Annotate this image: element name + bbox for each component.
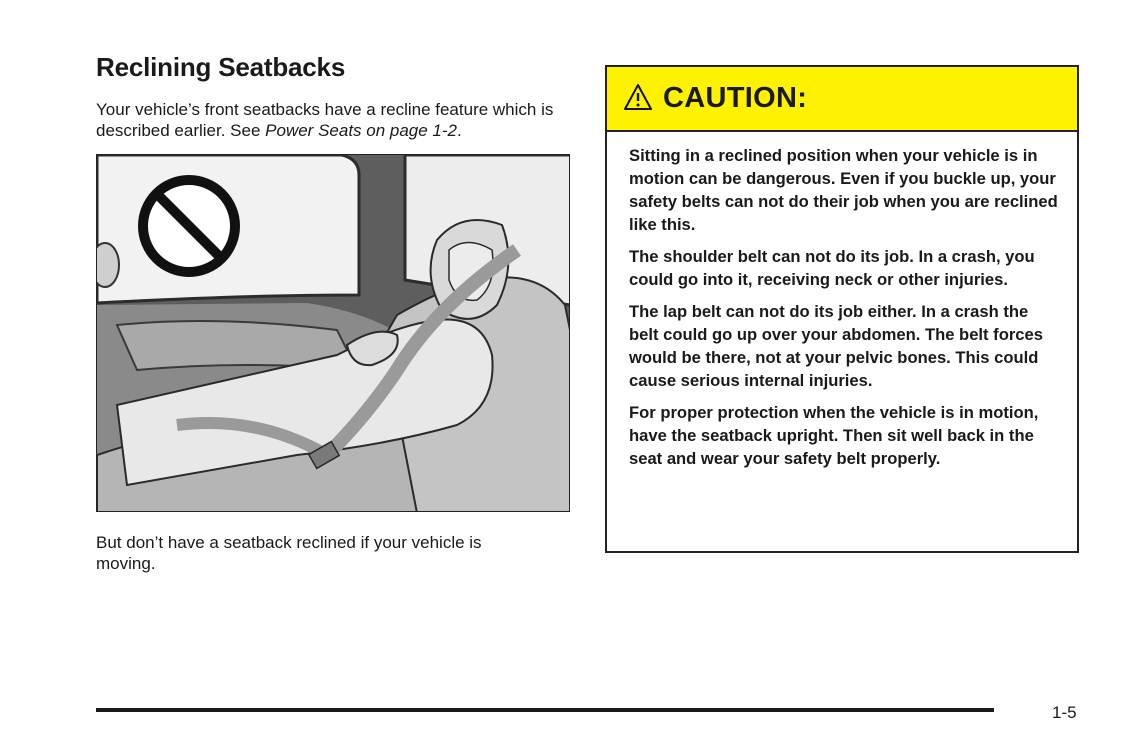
side-mirror: [97, 243, 119, 287]
caution-paragraph: Sitting in a reclined position when your vehicle is in motion can be dangerous. Even if you buckle up, your safety belts can not do their job when you are reclined like this.: [629, 146, 1058, 234]
caution-paragraph: The shoulder belt can not do its job. In a crash, you could go into it, receiving neck or other injuries.: [629, 247, 1035, 289]
intro-end: .: [457, 121, 462, 140]
caution-paragraph: For proper protection when the vehicle is in motion, have the seatback upright. Then sit well back in the seat and wear your safety belt properly.: [629, 403, 1039, 468]
prohibited-icon: [143, 180, 235, 272]
page-number: 1-5: [1052, 703, 1077, 722]
caution-box: [605, 65, 1079, 553]
reclined-seat-illustration: [96, 154, 570, 512]
caution-body: [607, 132, 1077, 470]
caution-paragraph: The lap belt can not do its job either. In a crash the belt could go up over your abdomen. The belt forces would be there, not at your pelvic bones. This could cause serious internal injuries.: [629, 302, 1043, 390]
caution-header: [607, 67, 1077, 132]
page-reference-link[interactable]: Power Seats on page 1-2: [265, 121, 458, 140]
footer-rule: [96, 708, 994, 712]
warning-triangle-icon: [623, 83, 653, 111]
intro-paragraph: [96, 99, 576, 141]
intro-text: Your vehicle’s front seatbacks have a recline feature which is described earlier. See: [96, 100, 554, 140]
after-image-text: But don’t have a seatback reclined if your vehicle is moving.: [96, 533, 482, 573]
caution-title: CAUTION:: [663, 82, 808, 114]
illustration-graphic: [97, 155, 570, 512]
section-title: Reclining Seatbacks: [96, 52, 346, 82]
